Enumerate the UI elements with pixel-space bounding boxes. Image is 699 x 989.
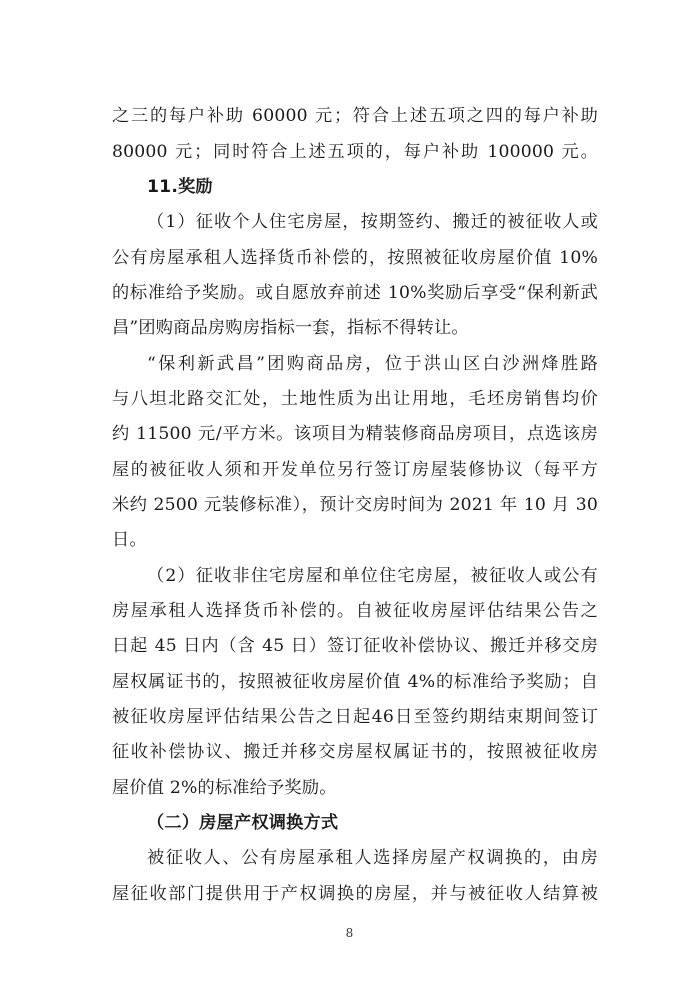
- section-heading: 11.奖励: [147, 177, 213, 197]
- text-line: 日起 45 日内（含 45 日）签订征收补偿协议、搬迁并移交房: [112, 636, 598, 656]
- section-heading: （二）房屋产权调换方式: [147, 813, 339, 833]
- text-line: 被征收人、公有房屋承租人选择房屋产权调换的，由房: [147, 848, 598, 868]
- text-line: （2）征收非住宅房屋和单位住宅房屋，被征收人或公有: [147, 566, 598, 586]
- text-line: 被征收房屋评估结果公告之日起46日至签约期结束期间签订: [112, 707, 598, 727]
- text-line: 80000 元；同时符合上述五项的，每户补助 100000 元。: [112, 142, 598, 162]
- text-line: 房屋承租人选择货币补偿的。自被征收房屋评估结果公告之: [112, 601, 598, 621]
- text-line: 的标准给予奖励。或自愿放弃前述 10%奖励后享受“保利新武: [112, 283, 598, 303]
- text-line: 屋价值 2%的标准给予奖励。: [112, 778, 337, 798]
- text-line: 日。: [112, 530, 147, 550]
- text-line: 屋的被征收人须和开发单位另行签订房屋装修协议（每平方: [112, 460, 598, 480]
- text-line: 征收补偿协议、搬迁并移交房屋权属证书的，按照被征收房: [112, 742, 598, 762]
- text-line: 昌”团购商品房购房指标一套，指标不得转让。: [112, 318, 469, 338]
- text-line: 公有房屋承租人选择货币补偿的，按照被征收房屋价值 10%: [112, 248, 598, 268]
- page-number: 8: [345, 926, 354, 940]
- text-line: 屋权属证书的，按照被征收房屋价值 4%的标准给予奖励；自: [112, 672, 598, 692]
- text-line: 米约 2500 元装修标准），预计交房时间为 2021 年 10 月 30: [112, 495, 598, 515]
- text-line: 与八坦北路交汇处，土地性质为出让用地，毛坯房销售均价: [112, 389, 598, 409]
- text-line: “保利新武昌”团购商品房，位于洪山区白沙洲烽胜路: [147, 354, 598, 374]
- text-line: 之三的每户补助 60000 元；符合上述五项之四的每户补助: [112, 106, 598, 126]
- text-line: 约 11500 元/平方米。该项目为精装修商品房项目，点选该房: [112, 424, 598, 444]
- text-line: 屋征收部门提供用于产权调换的房屋，并与被征收人结算被: [112, 884, 598, 904]
- text-line: （1）征收个人住宅房屋，按期签约、搬迁的被征收人或: [147, 212, 598, 232]
